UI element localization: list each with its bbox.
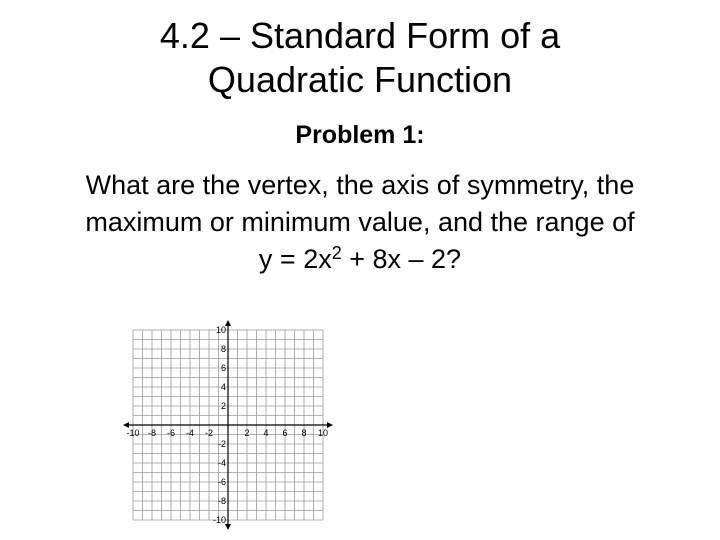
- x-tick-label: -10: [126, 428, 140, 438]
- problem-heading: Problem 1:: [295, 121, 425, 149]
- x-tick-label: -2: [204, 428, 214, 438]
- problem-line-2: maximum or minimum value, and the range of: [85, 207, 635, 237]
- x-tick-label: 8: [301, 428, 307, 438]
- y-tick-label: -4: [217, 458, 226, 468]
- y-tick-label: 4: [220, 382, 226, 392]
- title-line-2: Quadratic Function: [207, 59, 513, 100]
- y-tick-label: 6: [220, 363, 226, 373]
- equation: [0, 241, 720, 278]
- y-tick-label: -10: [212, 515, 226, 525]
- x-tick-label: 4: [263, 428, 269, 438]
- y-tick-label: -2: [217, 439, 226, 449]
- x-tick-label: -4: [185, 428, 195, 438]
- problem-text: [0, 167, 720, 278]
- y-tick-label: 10: [215, 325, 226, 335]
- equation-rhs: + 8x – 2?: [341, 244, 462, 274]
- x-tick-label: -6: [166, 428, 176, 438]
- y-tick-label: -8: [217, 496, 226, 506]
- equation-lhs: y = 2x: [258, 244, 332, 274]
- x-tick-label: -8: [147, 428, 157, 438]
- title-line-1: 4.2 – Standard Form of a: [159, 15, 561, 56]
- problem-line-1: What are the vertex, the axis of symmetry, the: [85, 170, 635, 200]
- x-tick-label: 10: [317, 428, 329, 438]
- equation-exponent: 2: [331, 243, 342, 263]
- y-tick-label: 8: [220, 344, 226, 354]
- slide-title: [0, 14, 720, 102]
- coordinate-grid: [116, 306, 346, 531]
- x-tick-label: 6: [282, 428, 288, 438]
- y-tick-label: -6: [217, 477, 226, 487]
- x-tick-label: 2: [244, 428, 250, 438]
- y-tick-label: 2: [220, 401, 226, 411]
